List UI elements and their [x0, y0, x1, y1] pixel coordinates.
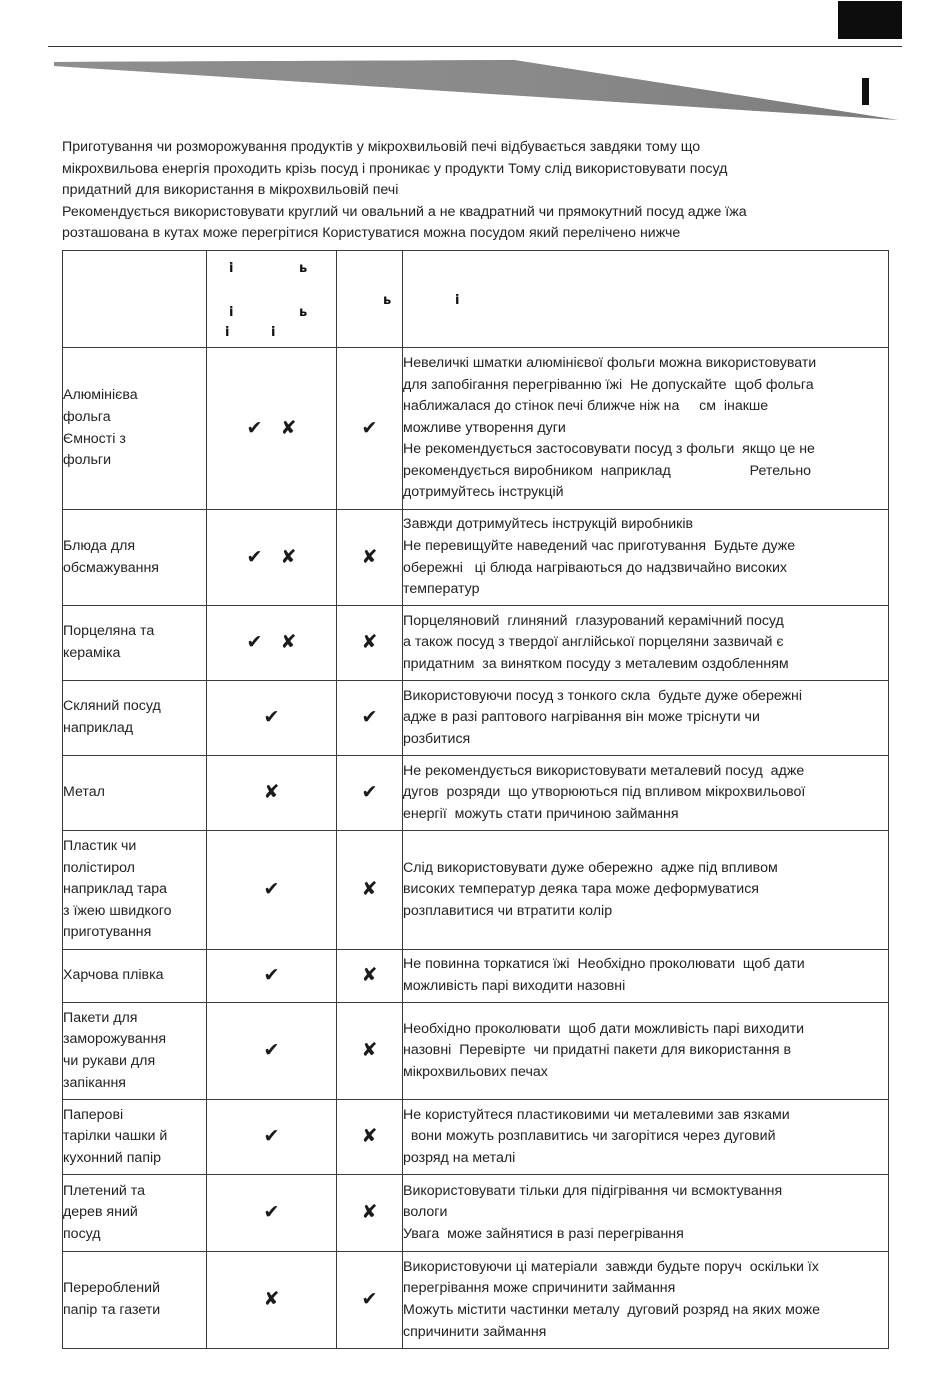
table-row	[63, 681, 889, 756]
grill-suitability-cell	[337, 1252, 403, 1349]
notes-line: Необхідно проколювати щоб дати можливість парі виходити	[403, 1020, 805, 1037]
cookware-name-cell	[63, 831, 207, 950]
table-row	[63, 950, 889, 1003]
notes-line: можливість парі виходити назовні	[403, 978, 626, 994]
cookware-name-cell	[63, 1100, 207, 1175]
table-row	[63, 831, 889, 950]
microwave-suitability-cell	[207, 681, 337, 756]
header-cell-cookware	[63, 251, 207, 348]
cookware-name-line: дерев яний	[63, 1204, 138, 1221]
cookware-name-cell	[63, 950, 207, 1003]
header-cell-microwave	[207, 251, 337, 348]
cookware-name-line: посуд	[63, 1225, 101, 1242]
notes-cell	[403, 1252, 889, 1349]
notes-line: придатним за винятком посуду з металевим оздобленням	[403, 655, 789, 672]
grill-suitability-mark: ✔	[361, 416, 378, 439]
notes-line: назовні Перевірте чи придатні пакети для використання в	[403, 1042, 792, 1059]
cookware-name-line: Пакети для	[63, 1009, 138, 1026]
microwave-suitability-cell	[207, 1100, 337, 1175]
table-row	[63, 510, 889, 606]
grill-suitability-cell	[337, 950, 403, 1003]
notes-cell	[403, 756, 889, 831]
microwave-suitability-cell	[207, 1252, 337, 1349]
cookware-name-line: папір та газети	[63, 1302, 161, 1318]
notes-line: вони можуть розплавитись чи загорітися через дуговий	[403, 1128, 776, 1145]
notes-cell	[403, 510, 889, 606]
header-fragment: і	[229, 261, 234, 276]
grill-suitability-mark: ✘	[361, 878, 378, 901]
header-fragment: ь	[299, 305, 308, 320]
cookware-name-cell	[63, 1175, 207, 1252]
grill-suitability-cell	[337, 681, 403, 756]
notes-line: розбитися	[403, 730, 471, 747]
grill-suitability-cell	[337, 510, 403, 606]
table-row	[63, 1100, 889, 1175]
notes-line: а також посуд з твердої англійської порцеляни зазвичай є	[403, 634, 784, 651]
cookware-name-line: з їжею швидкого	[63, 902, 172, 919]
notes-cell	[403, 606, 889, 681]
cookware-name-line: наприклад тара	[63, 881, 167, 898]
notes-line: рекомендується виробником наприклад Ретельно	[403, 462, 812, 479]
microwave-suitability-mark: ✔	[263, 1125, 280, 1148]
cookware-name-line: фольги	[63, 452, 112, 469]
cookware-name-cell	[63, 1003, 207, 1100]
grill-suitability-cell	[337, 348, 403, 510]
notes-line: Слід використовувати дуже обережно адже під впливом	[403, 859, 778, 876]
notes-line: Використовувати тільки для підігрівання чи всмоктування	[403, 1182, 783, 1199]
microwave-suitability-mark: ✘	[263, 781, 280, 804]
cookware-name-line: кухонний папір	[63, 1149, 162, 1166]
microwave-suitability-cell	[207, 950, 337, 1003]
notes-line: Використовуючи ці матеріали завжди будьте поруч оскільки їх	[403, 1258, 819, 1275]
cookware-name-line: Ємності з	[63, 430, 126, 447]
microwave-suitability-cell	[207, 606, 337, 681]
header-fragment: ь	[383, 293, 392, 308]
notes-line: дотримуйтесь інструкцій	[403, 484, 564, 501]
notes-cell	[403, 681, 889, 756]
grill-suitability-mark: ✘	[361, 1039, 378, 1062]
notes-line: спричинити займання	[403, 1323, 547, 1340]
cookware-name-cell	[63, 1252, 207, 1349]
cookware-name-line: Пластик чи	[63, 838, 137, 855]
cookware-name-line: обсмажування	[63, 559, 159, 576]
notes-cell	[403, 950, 889, 1003]
microwave-suitability-mark: ✘	[263, 1288, 280, 1311]
cookware-name-line: заморожування	[63, 1031, 167, 1048]
grill-suitability-mark: ✔	[361, 1288, 378, 1311]
cookware-table	[62, 250, 889, 1349]
cookware-name-cell	[63, 681, 207, 756]
notes-line: мікрохвильових печах	[403, 1063, 548, 1080]
cookware-name-cell	[63, 348, 207, 510]
cookware-name-line: полістирол	[63, 859, 135, 876]
microwave-suitability-mark: ✔ ✘	[246, 545, 297, 568]
microwave-suitability-mark: ✔	[263, 964, 280, 987]
grill-suitability-cell	[337, 606, 403, 681]
notes-line: Не повинна торкатися їжі Необхідно проколювати щоб дати	[403, 956, 805, 973]
notes-cell	[403, 1003, 889, 1100]
table-row	[63, 1175, 889, 1252]
grill-suitability-mark: ✘	[361, 1125, 378, 1148]
intro-line: Приготування чи розморожування продуктів у мікрохвильовій печі відбувається завдяки тому що	[62, 139, 701, 155]
cookware-name-line: Блюда для	[63, 537, 136, 554]
notes-line: обережні ці блюда нагріваються до надзвичайно високих	[403, 559, 788, 576]
header-cell-grill	[337, 251, 403, 348]
intro-line: придатний для використання в мікрохвильовій печі	[62, 182, 399, 199]
notes-line: Невеличкі шматки алюмінієвої фольги можна використовувати	[403, 354, 817, 371]
section-banner	[54, 58, 898, 124]
notes-line: наближалася до стінок печі ближче ніж на см інакше	[403, 398, 769, 415]
microwave-suitability-mark: ✔ ✘	[246, 416, 297, 439]
grill-suitability-cell	[337, 1100, 403, 1175]
cookware-name-line: Харчова плівка	[63, 967, 164, 984]
cookware-name-line: чи рукави для	[63, 1053, 156, 1069]
notes-line: Не рекомендується застосовувати посуд з фольги якщо це не	[403, 441, 815, 458]
intro-line: розташована в кутах може перегрітися Користуватися можна посудом який перелічено нижче	[62, 225, 681, 242]
intro-line: Рекомендується використовувати круглий чи овальний а не квадратний чи прямокутний посуд адже їжа	[62, 203, 747, 220]
microwave-suitability-mark: ✔ ✘	[246, 631, 297, 654]
cookware-name-line: приготування	[63, 924, 152, 941]
table-row	[63, 606, 889, 681]
notes-line: для запобігання перегріванню їжі Не допускайте щоб фольга	[403, 376, 814, 393]
notes-line: можливе утворення дуги	[403, 419, 566, 436]
header-fragment: і	[225, 325, 230, 340]
notes-line: Не рекомендується використовувати металевий посуд адже	[403, 762, 805, 779]
microwave-suitability-cell	[207, 510, 337, 606]
table-row	[63, 756, 889, 831]
notes-line: Завжди дотримуйтесь інструкцій виробників	[403, 516, 694, 533]
cookware-name-cell	[63, 756, 207, 831]
grill-suitability-cell	[337, 1003, 403, 1100]
notes-cell	[403, 1100, 889, 1175]
grill-suitability-mark: ✘	[361, 545, 378, 568]
table-row	[63, 1003, 889, 1100]
header-fragment: і	[271, 325, 276, 340]
cookware-name-line: Перероблений	[63, 1280, 160, 1297]
cookware-name-line: Плетений та	[63, 1182, 145, 1199]
notes-cell	[403, 1175, 889, 1252]
microwave-suitability-cell	[207, 756, 337, 831]
table-row	[63, 348, 889, 510]
table-row	[63, 1252, 889, 1349]
cookware-name-line: Скляний посуд	[63, 698, 161, 715]
notes-line: Не користуйтеся пластиковими чи металевими зав язками	[403, 1106, 790, 1123]
microwave-suitability-cell	[207, 1003, 337, 1100]
intro-text	[62, 137, 892, 245]
microwave-suitability-mark: ✔	[263, 706, 280, 729]
grill-suitability-cell	[337, 756, 403, 831]
banner-mark-glyph	[862, 78, 869, 105]
cookware-name-cell	[63, 606, 207, 681]
cookware-name-cell	[63, 510, 207, 606]
notes-line: температур	[403, 581, 480, 598]
grill-suitability-mark: ✔	[361, 706, 378, 729]
notes-line: Не перевищуйте наведений час приготування Будьте дуже	[403, 537, 796, 554]
notes-line: Порцеляновий глиняний глазурований керамічний посуд	[403, 612, 784, 629]
microwave-suitability-mark: ✔	[263, 878, 280, 901]
header-fragment: ь	[299, 261, 308, 276]
header-fragment: і	[229, 305, 234, 320]
microwave-suitability-mark: ✔	[263, 1039, 280, 1062]
microwave-suitability-cell	[207, 348, 337, 510]
notes-line: енергії можуть стати причиною займання	[403, 805, 679, 822]
header-cell-notes	[403, 251, 889, 348]
grill-suitability-mark: ✔	[361, 781, 378, 804]
microwave-suitability-cell	[207, 831, 337, 950]
cookware-name-line: запікання	[63, 1074, 126, 1091]
grill-suitability-cell	[337, 1175, 403, 1252]
cookware-name-line: Порцеляна та	[63, 623, 155, 640]
notes-cell	[403, 348, 889, 510]
notes-cell	[403, 831, 889, 950]
notes-line: вологи	[403, 1204, 448, 1221]
cookware-name-line: наприклад	[63, 720, 134, 736]
cookware-name-line: фольга	[63, 408, 111, 425]
grill-suitability-mark: ✘	[361, 631, 378, 654]
table-header-row	[63, 251, 889, 348]
page-corner-tab	[838, 1, 902, 39]
microwave-suitability-cell	[207, 1175, 337, 1252]
notes-line: розплавитися чи втратити колір	[403, 902, 613, 919]
notes-line: Увага може зайнятися в разі перегрівання	[403, 1225, 684, 1242]
notes-line: адже в разі раптового нагрівання він може тріснути чи	[403, 709, 760, 726]
notes-line: Використовуючи посуд з тонкого скла будьте дуже обережні	[403, 687, 803, 704]
cookware-name-line: Паперові	[63, 1106, 124, 1123]
notes-line: розряд на металі	[403, 1149, 516, 1166]
grill-suitability-mark: ✘	[361, 964, 378, 987]
microwave-suitability-mark: ✔	[263, 1201, 280, 1224]
cookware-name-line: кераміка	[63, 645, 121, 661]
grill-suitability-cell	[337, 831, 403, 950]
cookware-name-line: тарілки чашки й	[63, 1128, 168, 1145]
cookware-name-line: Алюмінієва	[63, 387, 138, 404]
header-rule	[48, 46, 902, 47]
intro-line: мікрохвильова енергія проходить крізь посуд і проникає у продукти Тому слід використовувати посуд	[62, 160, 728, 177]
header-fragment: і	[455, 293, 460, 308]
notes-line: перегрівання може спричинити займання	[403, 1280, 676, 1297]
notes-line: високих температур деяка тара може деформуватися	[403, 881, 759, 898]
notes-line: Можуть містити частинки металу дуговий розряд на яких може	[403, 1302, 821, 1318]
notes-line: дугов розряди що утворюються під впливом мікрохвильової	[403, 784, 806, 801]
grill-suitability-mark: ✘	[361, 1201, 378, 1224]
cookware-name-line: Метал	[63, 784, 105, 801]
